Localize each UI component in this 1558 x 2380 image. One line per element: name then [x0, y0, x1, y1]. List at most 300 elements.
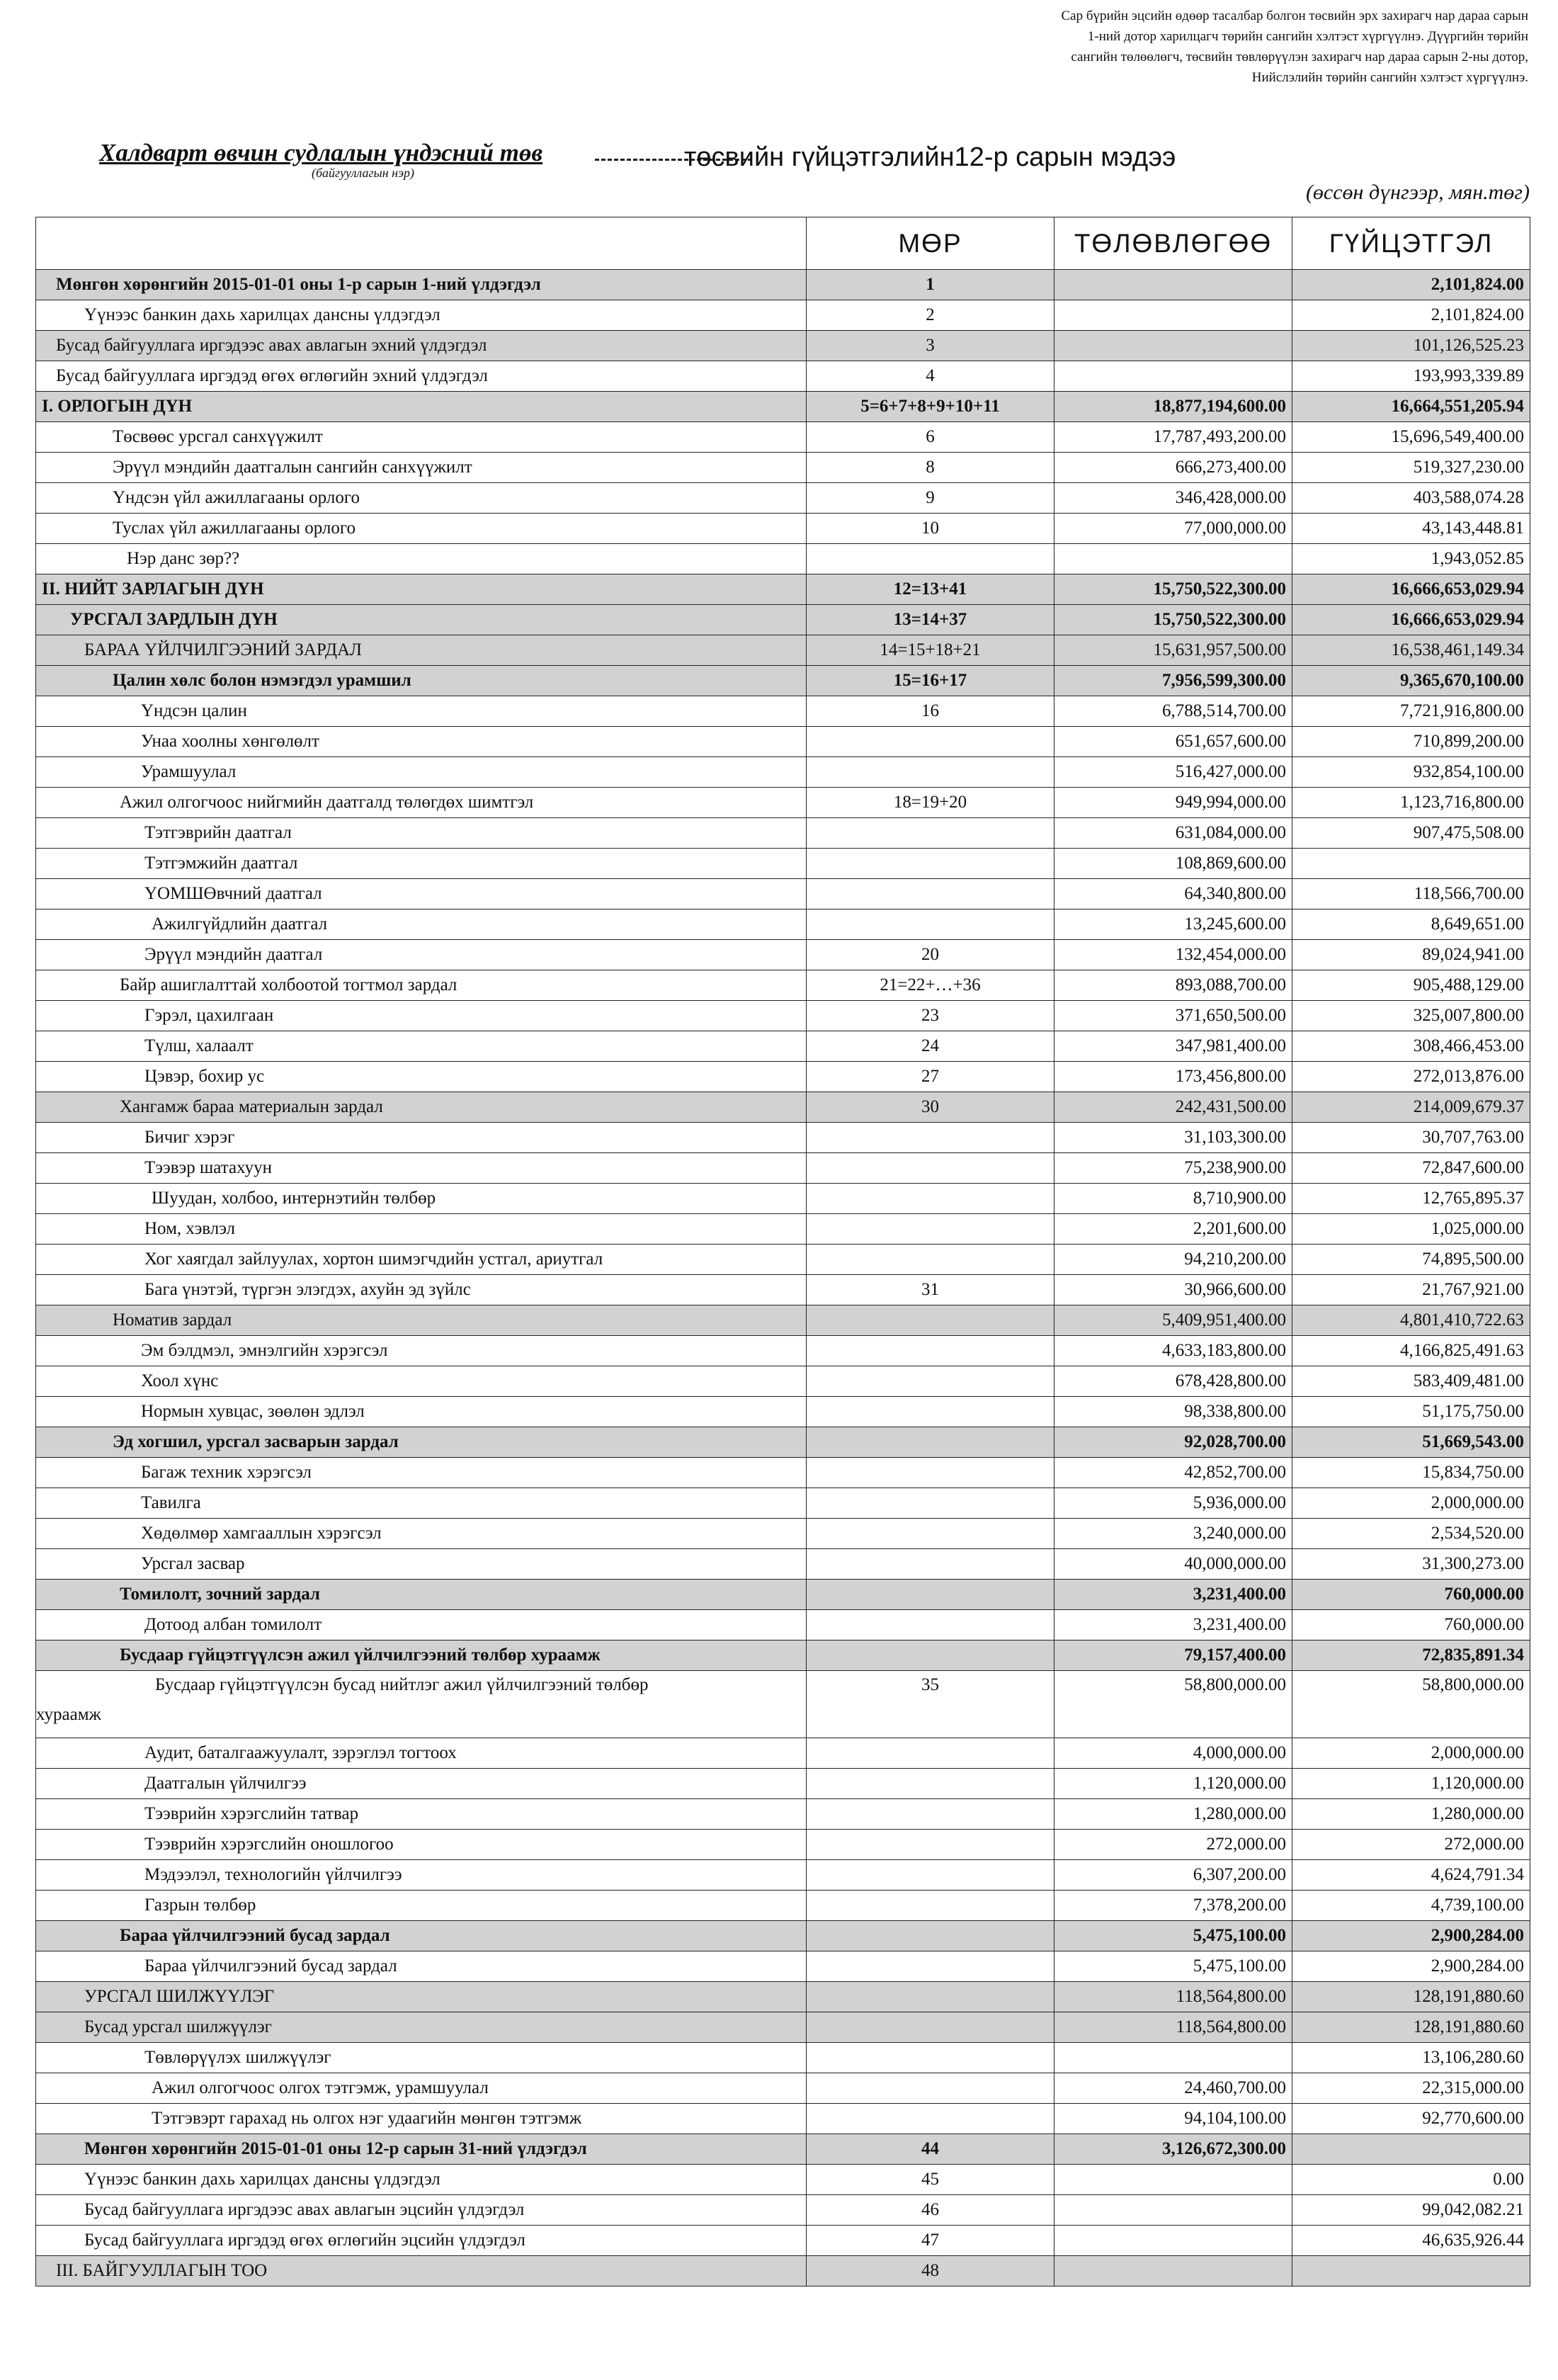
row-number: [807, 2104, 1054, 2134]
table-row: [36, 1062, 1530, 1092]
plan-value: 651,657,600.00: [1054, 727, 1292, 757]
row-number: [807, 1799, 1054, 1830]
table-row: [36, 1982, 1530, 2012]
row-label: I. ОРЛОГЫН ДҮН: [36, 392, 807, 422]
row-number: [807, 2012, 1054, 2043]
row-label: Ажил олгогчоос нийгмийн даатгалд төлөгдөх шимтгэл: [36, 788, 807, 818]
table-row: [36, 392, 1530, 422]
actual-value: 89,024,941.00: [1292, 940, 1530, 970]
actual-value: 4,166,825,491.63: [1292, 1336, 1530, 1366]
actual-value: 74,895,500.00: [1292, 1245, 1530, 1275]
actual-value: 9,365,670,100.00: [1292, 666, 1530, 696]
table-row: [36, 2043, 1530, 2073]
plan-value: 5,475,100.00: [1054, 1921, 1292, 1951]
table-row: [36, 879, 1530, 910]
instruction-line: Нийслэлийн төрийн сангийн хэлтэст хүргүүлнэ.: [1251, 70, 1528, 85]
plan-value: 30,966,600.00: [1054, 1275, 1292, 1305]
plan-value: 118,564,800.00: [1054, 2012, 1292, 2043]
table-row: [36, 970, 1530, 1001]
row-label: III. БАЙГУУЛЛАГЫН ТОО: [36, 2256, 807, 2286]
actual-value: 4,801,410,722.63: [1292, 1305, 1530, 1336]
actual-value: 51,669,543.00: [1292, 1427, 1530, 1458]
row-label: Урамшуулал: [36, 757, 807, 788]
plan-value: 77,000,000.00: [1054, 514, 1292, 544]
actual-value: 272,013,876.00: [1292, 1062, 1530, 1092]
column-header-plan: ТӨЛӨВЛӨГӨӨ: [1054, 217, 1292, 270]
actual-value: 4,739,100.00: [1292, 1891, 1530, 1921]
plan-value: 173,456,800.00: [1054, 1062, 1292, 1092]
plan-value: 8,710,900.00: [1054, 1184, 1292, 1214]
row-label: Бараа үйлчилгээний бусад зардал: [36, 1951, 807, 1982]
row-label: Төсвөөс урсгал санхүүжилт: [36, 422, 807, 453]
table-row: [36, 422, 1530, 453]
plan-value: 242,431,500.00: [1054, 1092, 1292, 1123]
row-label: Тавилга: [36, 1488, 807, 1519]
plan-value: 7,956,599,300.00: [1054, 666, 1292, 696]
row-number: [807, 1738, 1054, 1769]
plan-value: [1054, 331, 1292, 361]
row-number: [807, 879, 1054, 910]
table-row: [36, 849, 1530, 879]
row-number: [807, 1366, 1054, 1397]
plan-value: 3,126,672,300.00: [1054, 2134, 1292, 2165]
actual-value: 760,000.00: [1292, 1610, 1530, 1640]
actual-value: 583,409,481.00: [1292, 1366, 1530, 1397]
actual-value: 13,106,280.60: [1292, 2043, 1530, 2073]
row-number: [807, 727, 1054, 757]
actual-value: 2,101,824.00: [1292, 300, 1530, 331]
row-number: [807, 1153, 1054, 1184]
row-number: [807, 1769, 1054, 1799]
actual-value: 932,854,100.00: [1292, 757, 1530, 788]
plan-value: [1054, 361, 1292, 392]
table-row: [36, 1580, 1530, 1610]
actual-value: [1292, 849, 1530, 879]
row-number: 23: [807, 1001, 1054, 1031]
row-number: [807, 1305, 1054, 1336]
plan-value: 347,981,400.00: [1054, 1031, 1292, 1062]
table-row: [36, 1305, 1530, 1336]
row-label: Үүнээс банкин дахь харилцах дансны үлдэгдэл: [36, 300, 807, 331]
actual-value: 30,707,763.00: [1292, 1123, 1530, 1153]
row-number: 9: [807, 483, 1054, 514]
row-number: [807, 1549, 1054, 1580]
row-label: Эм бэлдмэл, эмнэлгийн хэрэгсэл: [36, 1336, 807, 1366]
plan-value: 6,307,200.00: [1054, 1860, 1292, 1891]
actual-value: 101,126,525.23: [1292, 331, 1530, 361]
row-number: [807, 1982, 1054, 2012]
table-row: [36, 1519, 1530, 1549]
plan-value: 666,273,400.00: [1054, 453, 1292, 483]
plan-value: 5,475,100.00: [1054, 1951, 1292, 1982]
row-label: Төвлөрүүлэх шилжүүлэг: [36, 2043, 807, 2073]
actual-value: 272,000.00: [1292, 1830, 1530, 1860]
row-label: Бусад байгууллага иргэдэд өгөх өглөгийн эцсийн үлдэгдэл: [36, 2226, 807, 2256]
actual-value: 43,143,448.81: [1292, 514, 1530, 544]
row-label: Бусад байгууллага иргэдээс авах авлагын эхний үлдэгдэл: [36, 331, 807, 361]
table-row: [36, 1092, 1530, 1123]
plan-value: 15,631,957,500.00: [1054, 635, 1292, 666]
table-row: [36, 1336, 1530, 1366]
actual-value: 16,666,653,029.94: [1292, 605, 1530, 635]
row-label: Тээврийн хэрэгслийн татвар: [36, 1799, 807, 1830]
table-row: [36, 2195, 1530, 2226]
plan-value: 15,750,522,300.00: [1054, 574, 1292, 605]
actual-value: 193,993,339.89: [1292, 361, 1530, 392]
actual-value: 15,834,750.00: [1292, 1458, 1530, 1488]
plan-value: 516,427,000.00: [1054, 757, 1292, 788]
plan-value: 2,201,600.00: [1054, 1214, 1292, 1245]
table-row: [36, 1245, 1530, 1275]
row-number: 6: [807, 422, 1054, 453]
row-label: Даатгалын үйлчилгээ: [36, 1769, 807, 1799]
plan-value: [1054, 2195, 1292, 2226]
row-label: Газрын төлбөр: [36, 1891, 807, 1921]
row-label: Нормын хувцас, зөөлөн эдлэл: [36, 1397, 807, 1427]
table-row: [36, 574, 1530, 605]
actual-value: 16,538,461,149.34: [1292, 635, 1530, 666]
row-label: Хоол хүнс: [36, 1366, 807, 1397]
row-label: Аудит, баталгаажуулалт, зэрэглэл тогтоох: [36, 1738, 807, 1769]
table-row: [36, 1610, 1530, 1640]
row-label: Бусад байгууллага иргэдээс авах авлагын эцсийн үлдэгдэл: [36, 2195, 807, 2226]
row-label: Дотоод албан томилолт: [36, 1610, 807, 1640]
row-number: [807, 2073, 1054, 2104]
table-row: [36, 1275, 1530, 1305]
row-label: Үндсэн цалин: [36, 696, 807, 727]
row-label: Номатив зардал: [36, 1305, 807, 1336]
actual-value: 2,900,284.00: [1292, 1921, 1530, 1951]
budget-table: [35, 217, 1530, 2286]
row-label: Байр ашиглалттай холбоотой тогтмол зардал: [36, 970, 807, 1001]
plan-value: 98,338,800.00: [1054, 1397, 1292, 1427]
plan-value: 64,340,800.00: [1054, 879, 1292, 910]
plan-value: 346,428,000.00: [1054, 483, 1292, 514]
row-number: 44: [807, 2134, 1054, 2165]
actual-value: 31,300,273.00: [1292, 1549, 1530, 1580]
row-label: II. НИЙТ ЗАРЛАГЫН ДҮН: [36, 574, 807, 605]
plan-value: 118,564,800.00: [1054, 1982, 1292, 2012]
organization-block: [99, 139, 652, 180]
plan-value: 31,103,300.00: [1054, 1123, 1292, 1153]
table-row: [36, 1921, 1530, 1951]
plan-value: 1,280,000.00: [1054, 1799, 1292, 1830]
table-row: [36, 1458, 1530, 1488]
row-number: [807, 1519, 1054, 1549]
actual-value: 519,327,230.00: [1292, 453, 1530, 483]
row-number: 24: [807, 1031, 1054, 1062]
table-row: [36, 605, 1530, 635]
table-row: [36, 2256, 1530, 2286]
report-title: төсвийн гүйцэтгэлийн12-р сарын мэдээ: [684, 142, 1176, 172]
actual-value: 1,280,000.00: [1292, 1799, 1530, 1830]
table-row: [36, 2134, 1530, 2165]
plan-value: 893,088,700.00: [1054, 970, 1292, 1001]
table-row: [36, 331, 1530, 361]
plan-value: 94,210,200.00: [1054, 1245, 1292, 1275]
plan-value: 5,409,951,400.00: [1054, 1305, 1292, 1336]
organization-name: Халдварт өвчин судлалын үндэсний төв: [99, 139, 543, 166]
instruction-line: сангийн төлөөлөгч, төсвийн төвлөрүүлэн захирагч нар дараа сарын 2-ны дотор,: [1071, 50, 1528, 64]
actual-value: 51,175,750.00: [1292, 1397, 1530, 1427]
plan-value: 24,460,700.00: [1054, 2073, 1292, 2104]
column-header-row-number: МӨР: [807, 217, 1054, 270]
row-number: 31: [807, 1275, 1054, 1305]
table-row: [36, 788, 1530, 818]
table-row: [36, 1001, 1530, 1031]
row-number: 13=14+37: [807, 605, 1054, 635]
plan-value: 92,028,700.00: [1054, 1427, 1292, 1458]
actual-value: [1292, 2134, 1530, 2165]
plan-value: 1,120,000.00: [1054, 1769, 1292, 1799]
row-label: [36, 1671, 807, 1738]
actual-value: 1,025,000.00: [1292, 1214, 1530, 1245]
actual-value: 72,847,600.00: [1292, 1153, 1530, 1184]
plan-value: 678,428,800.00: [1054, 1366, 1292, 1397]
table-row: [36, 1397, 1530, 1427]
row-label: Бусад байгууллага иргэдэд өгөх өглөгийн эхний үлдэгдэл: [36, 361, 807, 392]
row-number: 48: [807, 2256, 1054, 2286]
row-number: [807, 910, 1054, 940]
table-row: [36, 2073, 1530, 2104]
actual-value: 46,635,926.44: [1292, 2226, 1530, 2256]
plan-value: 4,000,000.00: [1054, 1738, 1292, 1769]
row-number: [807, 757, 1054, 788]
row-label: Түлш, халаалт: [36, 1031, 807, 1062]
row-label: Нэр данс зөр??: [36, 544, 807, 574]
table-row: [36, 757, 1530, 788]
actual-value: 2,101,824.00: [1292, 270, 1530, 300]
plan-value: 15,750,522,300.00: [1054, 605, 1292, 635]
actual-value: [1292, 2256, 1530, 2286]
plan-value: 18,877,194,600.00: [1054, 392, 1292, 422]
plan-value: 3,231,400.00: [1054, 1610, 1292, 1640]
row-label: Мөнгөн хөрөнгийн 2015-01-01 оны 12-р сарын 31-ний үлдэгдэл: [36, 2134, 807, 2165]
row-number: [807, 1397, 1054, 1427]
column-header-label: [36, 217, 807, 270]
table-row: [36, 1123, 1530, 1153]
row-number: [807, 849, 1054, 879]
actual-value: 2,900,284.00: [1292, 1951, 1530, 1982]
table-row: [36, 1214, 1530, 1245]
row-number: [807, 818, 1054, 849]
row-number: [807, 1458, 1054, 1488]
table-row: [36, 818, 1530, 849]
actual-value: 15,696,549,400.00: [1292, 422, 1530, 453]
row-label: Бага үнэтэй, түргэн элэгдэх, ахуйн эд зүйлс: [36, 1275, 807, 1305]
row-label: Ажил олгогчоос олгох тэтгэмж, урамшуулал: [36, 2073, 807, 2104]
row-label: Урсгал засвар: [36, 1549, 807, 1580]
table-row: [36, 514, 1530, 544]
actual-value: 8,649,651.00: [1292, 910, 1530, 940]
row-number: [807, 1640, 1054, 1671]
row-label: УРСГАЛ ШИЛЖҮҮЛЭГ: [36, 1982, 807, 2012]
table-row: [36, 1427, 1530, 1458]
plan-value: 7,378,200.00: [1054, 1891, 1292, 1921]
row-number: [807, 1214, 1054, 1245]
table-row: [36, 635, 1530, 666]
plan-value: 40,000,000.00: [1054, 1549, 1292, 1580]
plan-value: 4,633,183,800.00: [1054, 1336, 1292, 1366]
row-number: 45: [807, 2165, 1054, 2195]
row-number: 10: [807, 514, 1054, 544]
table-body: [36, 270, 1530, 2286]
plan-value: [1054, 300, 1292, 331]
actual-value: 92,770,600.00: [1292, 2104, 1530, 2134]
plan-value: 79,157,400.00: [1054, 1640, 1292, 1671]
plan-value: [1054, 544, 1292, 574]
actual-value: 16,664,551,205.94: [1292, 392, 1530, 422]
row-number: 20: [807, 940, 1054, 970]
row-number: 3: [807, 331, 1054, 361]
actual-value: 2,000,000.00: [1292, 1738, 1530, 1769]
table-row: [36, 1549, 1530, 1580]
row-number: 12=13+41: [807, 574, 1054, 605]
row-number: 46: [807, 2195, 1054, 2226]
table-row: [36, 453, 1530, 483]
plan-value: [1054, 270, 1292, 300]
row-number: 4: [807, 361, 1054, 392]
row-label: Үндсэн үйл ажиллагааны орлого: [36, 483, 807, 514]
actual-value: 907,475,508.00: [1292, 818, 1530, 849]
actual-value: 214,009,679.37: [1292, 1092, 1530, 1123]
row-number: 15=16+17: [807, 666, 1054, 696]
table-row: [36, 2012, 1530, 2043]
row-number: 16: [807, 696, 1054, 727]
plan-value: 58,800,000.00: [1054, 1671, 1292, 1738]
row-label: Туслах үйл ажиллагааны орлого: [36, 514, 807, 544]
table-row: [36, 696, 1530, 727]
plan-value: 272,000.00: [1054, 1830, 1292, 1860]
actual-value: 128,191,880.60: [1292, 2012, 1530, 2043]
actual-value: 72,835,891.34: [1292, 1640, 1530, 1671]
table-row: [36, 1860, 1530, 1891]
plan-value: 17,787,493,200.00: [1054, 422, 1292, 453]
row-number: [807, 1488, 1054, 1519]
table-row: [36, 361, 1530, 392]
table-row: [36, 1738, 1530, 1769]
row-label: Бусдаар гүйцэтгүүлсэн ажил үйлчилгээний төлбөр хураамж: [36, 1640, 807, 1671]
plan-value: 42,852,700.00: [1054, 1458, 1292, 1488]
row-number: 30: [807, 1092, 1054, 1123]
plan-value: 13,245,600.00: [1054, 910, 1292, 940]
plan-value: 132,454,000.00: [1054, 940, 1292, 970]
actual-value: 128,191,880.60: [1292, 1982, 1530, 2012]
actual-value: 2,534,520.00: [1292, 1519, 1530, 1549]
plan-value: 949,994,000.00: [1054, 788, 1292, 818]
row-label: Мөнгөн хөрөнгийн 2015-01-01 оны 1-р сарын 1-ний үлдэгдэл: [36, 270, 807, 300]
row-number: [807, 1245, 1054, 1275]
row-label: Тэтгэмжийн даатгал: [36, 849, 807, 879]
actual-value: 21,767,921.00: [1292, 1275, 1530, 1305]
actual-value: 58,800,000.00: [1292, 1671, 1530, 1738]
plan-value: 75,238,900.00: [1054, 1153, 1292, 1184]
row-number: 35: [807, 1671, 1054, 1738]
row-number: [807, 1336, 1054, 1366]
row-label-line: Бусдаар гүйцэтгүүлсэн бусад нийтлэг ажил үйлчилгээний төлбөр: [155, 1675, 649, 1694]
row-number: [807, 2043, 1054, 2073]
table-row: [36, 544, 1530, 574]
row-number: 5=6+7+8+9+10+11: [807, 392, 1054, 422]
plan-value: 371,650,500.00: [1054, 1001, 1292, 1031]
row-label: Эд хогшил, урсгал засварын зардал: [36, 1427, 807, 1458]
row-label: Томилолт, зочний зардал: [36, 1580, 807, 1610]
actual-value: 760,000.00: [1292, 1580, 1530, 1610]
row-number: 27: [807, 1062, 1054, 1092]
actual-value: 905,488,129.00: [1292, 970, 1530, 1001]
row-label: Мэдээлэл, технологийн үйлчилгээ: [36, 1860, 807, 1891]
row-label: Тээвэр шатахуун: [36, 1153, 807, 1184]
actual-value: 0.00: [1292, 2165, 1530, 2195]
row-label: Хангамж бараа материалын зардал: [36, 1092, 807, 1123]
row-label: Шуудан, холбоо, интернэтийн төлбөр: [36, 1184, 807, 1214]
row-number: 8: [807, 453, 1054, 483]
actual-value: 1,120,000.00: [1292, 1769, 1530, 1799]
table-row: [36, 300, 1530, 331]
row-number: [807, 1830, 1054, 1860]
plan-value: 6,788,514,700.00: [1054, 696, 1292, 727]
table-row: [36, 1769, 1530, 1799]
actual-value: 4,624,791.34: [1292, 1860, 1530, 1891]
row-label: БАРАА ҮЙЛЧИЛГЭЭНИЙ ЗАРДАЛ: [36, 635, 807, 666]
actual-value: 2,000,000.00: [1292, 1488, 1530, 1519]
row-number: 21=22+…+36: [807, 970, 1054, 1001]
table-header-row: [36, 217, 1530, 270]
table-row: [36, 1799, 1530, 1830]
actual-value: 99,042,082.21: [1292, 2195, 1530, 2226]
plan-value: [1054, 2256, 1292, 2286]
row-number: 47: [807, 2226, 1054, 2256]
row-number: [807, 1184, 1054, 1214]
row-label: Цэвэр, бохир ус: [36, 1062, 807, 1092]
row-label: Эрүүл мэндийн даатгалын сангийн санхүүжилт: [36, 453, 807, 483]
plan-value: [1054, 2043, 1292, 2073]
plan-value: 108,869,600.00: [1054, 849, 1292, 879]
row-label: Хог хаягдал зайлуулах, хортон шимэгчдийн устгал, ариутгал: [36, 1245, 807, 1275]
row-number: [807, 1951, 1054, 1982]
row-number: [807, 1580, 1054, 1610]
row-number: [807, 1860, 1054, 1891]
submission-instructions: [820, 6, 1528, 88]
plan-value: [1054, 2226, 1292, 2256]
table-row: [36, 666, 1530, 696]
units-note: (өссөн дүнгээр, мян.төг): [1305, 181, 1530, 204]
actual-value: 710,899,200.00: [1292, 727, 1530, 757]
table-row: [36, 2104, 1530, 2134]
row-label: Тэтгэвэрт гарахад нь олгох нэг удаагийн мөнгөн тэтгэмж: [36, 2104, 807, 2134]
plan-value: 5,936,000.00: [1054, 1488, 1292, 1519]
actual-value: 1,123,716,800.00: [1292, 788, 1530, 818]
row-label: Бичиг хэрэг: [36, 1123, 807, 1153]
actual-value: 1,943,052.85: [1292, 544, 1530, 574]
row-label: Эрүүл мэндийн даатгал: [36, 940, 807, 970]
column-header-actual: ГҮЙЦЭТГЭЛ: [1292, 217, 1530, 270]
row-label: Ном, хэвлэл: [36, 1214, 807, 1245]
instruction-line: Сар бүрийн эцсийн өдөөр тасалбар болгон төсвийн эрх захирагч нар дараа сарын: [1061, 8, 1528, 23]
row-label: Хөдөлмөр хамгааллын хэрэгсэл: [36, 1519, 807, 1549]
actual-value: 308,466,453.00: [1292, 1031, 1530, 1062]
actual-value: 12,765,895.37: [1292, 1184, 1530, 1214]
table-row: [36, 1951, 1530, 1982]
row-number: [807, 1891, 1054, 1921]
plan-value: 94,104,100.00: [1054, 2104, 1292, 2134]
table-row: [36, 1184, 1530, 1214]
plan-value: 631,084,000.00: [1054, 818, 1292, 849]
table-row: [36, 2226, 1530, 2256]
actual-value: 22,315,000.00: [1292, 2073, 1530, 2104]
actual-value: 7,721,916,800.00: [1292, 696, 1530, 727]
organization-caption: (байгууллагын нэр): [312, 166, 414, 180]
